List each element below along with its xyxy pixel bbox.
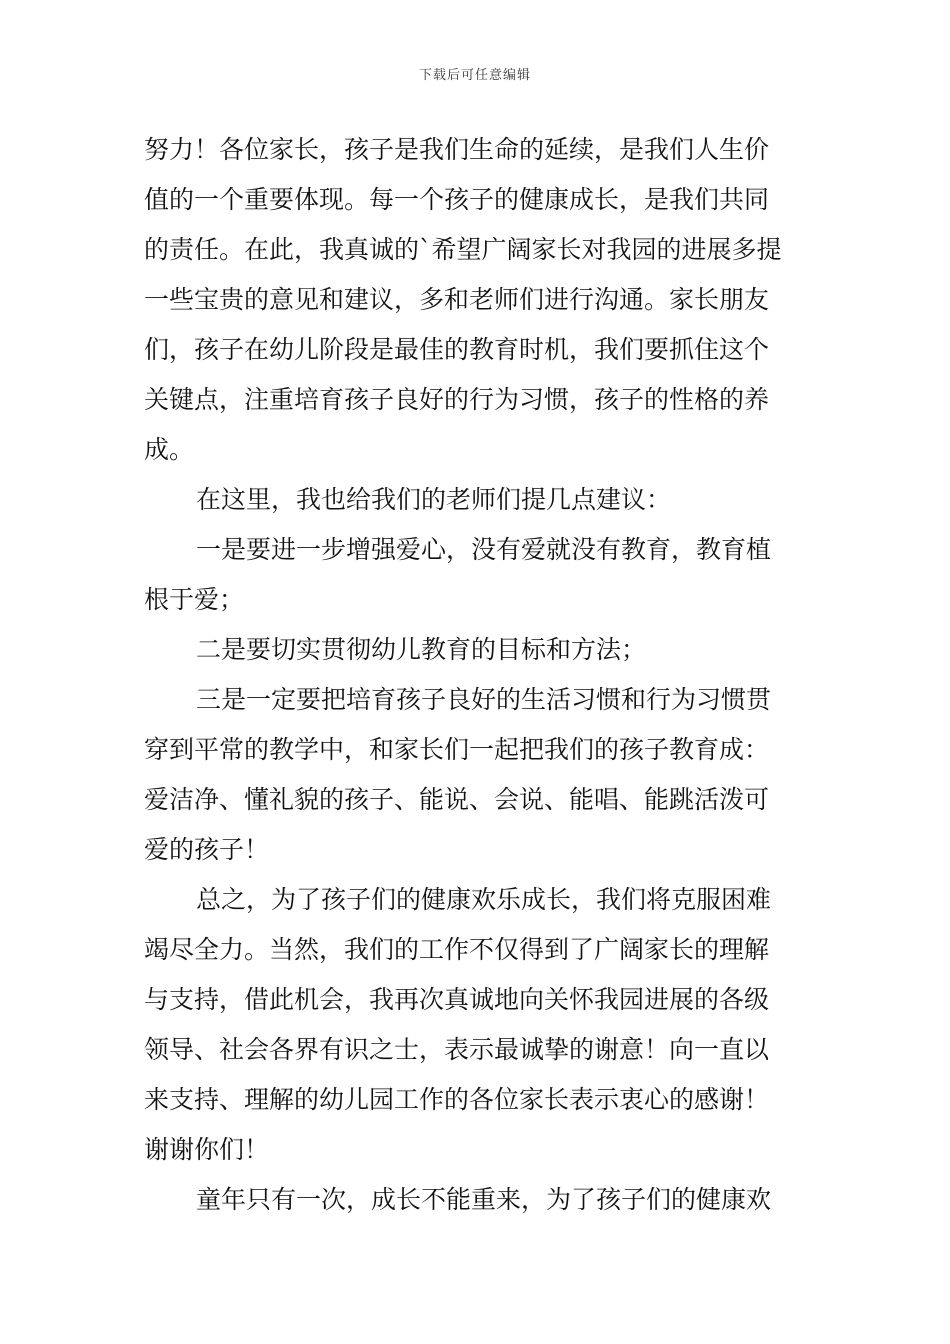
- text-line: 领导、社会各界有识之士，表示最诚挚的谢意！向一直以: [144, 1035, 770, 1064]
- text-line: 谢谢你们！: [144, 1135, 270, 1164]
- text-line: 与支持，借此机会，我再次真诚地向关怀我园进展的各级: [144, 985, 770, 1014]
- text-line: 关键点，注重培育孩子良好的行为习惯，孩子的性格的养: [144, 385, 770, 414]
- text-line: 在这里，我也给我们的老师们提几点建议：: [196, 485, 672, 514]
- text-line: 三是一定要把培育孩子良好的生活习惯和行为习惯贯: [196, 685, 772, 714]
- text-line: 爱洁净、懂礼貌的孩子、能说、会说、能唱、能跳活泼可: [144, 785, 770, 814]
- text-line: 爱的孩子！: [144, 835, 270, 864]
- text-line: 的责任。在此，我真诚的`希望广阔家长对我园的进展多提: [144, 235, 782, 264]
- text-line: 二是要切实贯彻幼儿教育的目标和方法；: [196, 635, 647, 664]
- text-line: 一些宝贵的意见和建议，多和老师们进行沟通。家长朋友: [144, 285, 770, 314]
- page-header: 下载后可任意编辑: [418, 68, 531, 83]
- text-line: 童年只有一次，成长不能重来，为了孩子们的健康欢: [196, 1185, 772, 1214]
- text-line: 总之，为了孩子们的健康欢乐成长，我们将克服困难: [196, 885, 772, 914]
- text-line: 一是要进一步增强爱心，没有爱就没有教育，教育植: [196, 535, 772, 564]
- text-line: 值的一个重要体现。每一个孩子的健康成长，是我们共同: [144, 185, 770, 214]
- text-line: 努力！各位家长，孩子是我们生命的延续，是我们人生价: [144, 135, 770, 164]
- text-line: 穿到平常的教学中，和家长们一起把我们的孩子教育成：: [144, 735, 770, 764]
- document-body: [144, 125, 809, 1225]
- text-line: 们，孩子在幼儿阶段是最佳的教育时机，我们要抓住这个: [144, 335, 770, 364]
- text-line: 成。: [144, 435, 195, 464]
- text-line: 根于爱；: [144, 585, 245, 614]
- text-line: 来支持、理解的幼儿园工作的各位家长表示衷心的感谢！: [144, 1085, 770, 1114]
- text-line: 竭尽全力。当然，我们的工作不仅得到了广阔家长的理解: [144, 935, 770, 964]
